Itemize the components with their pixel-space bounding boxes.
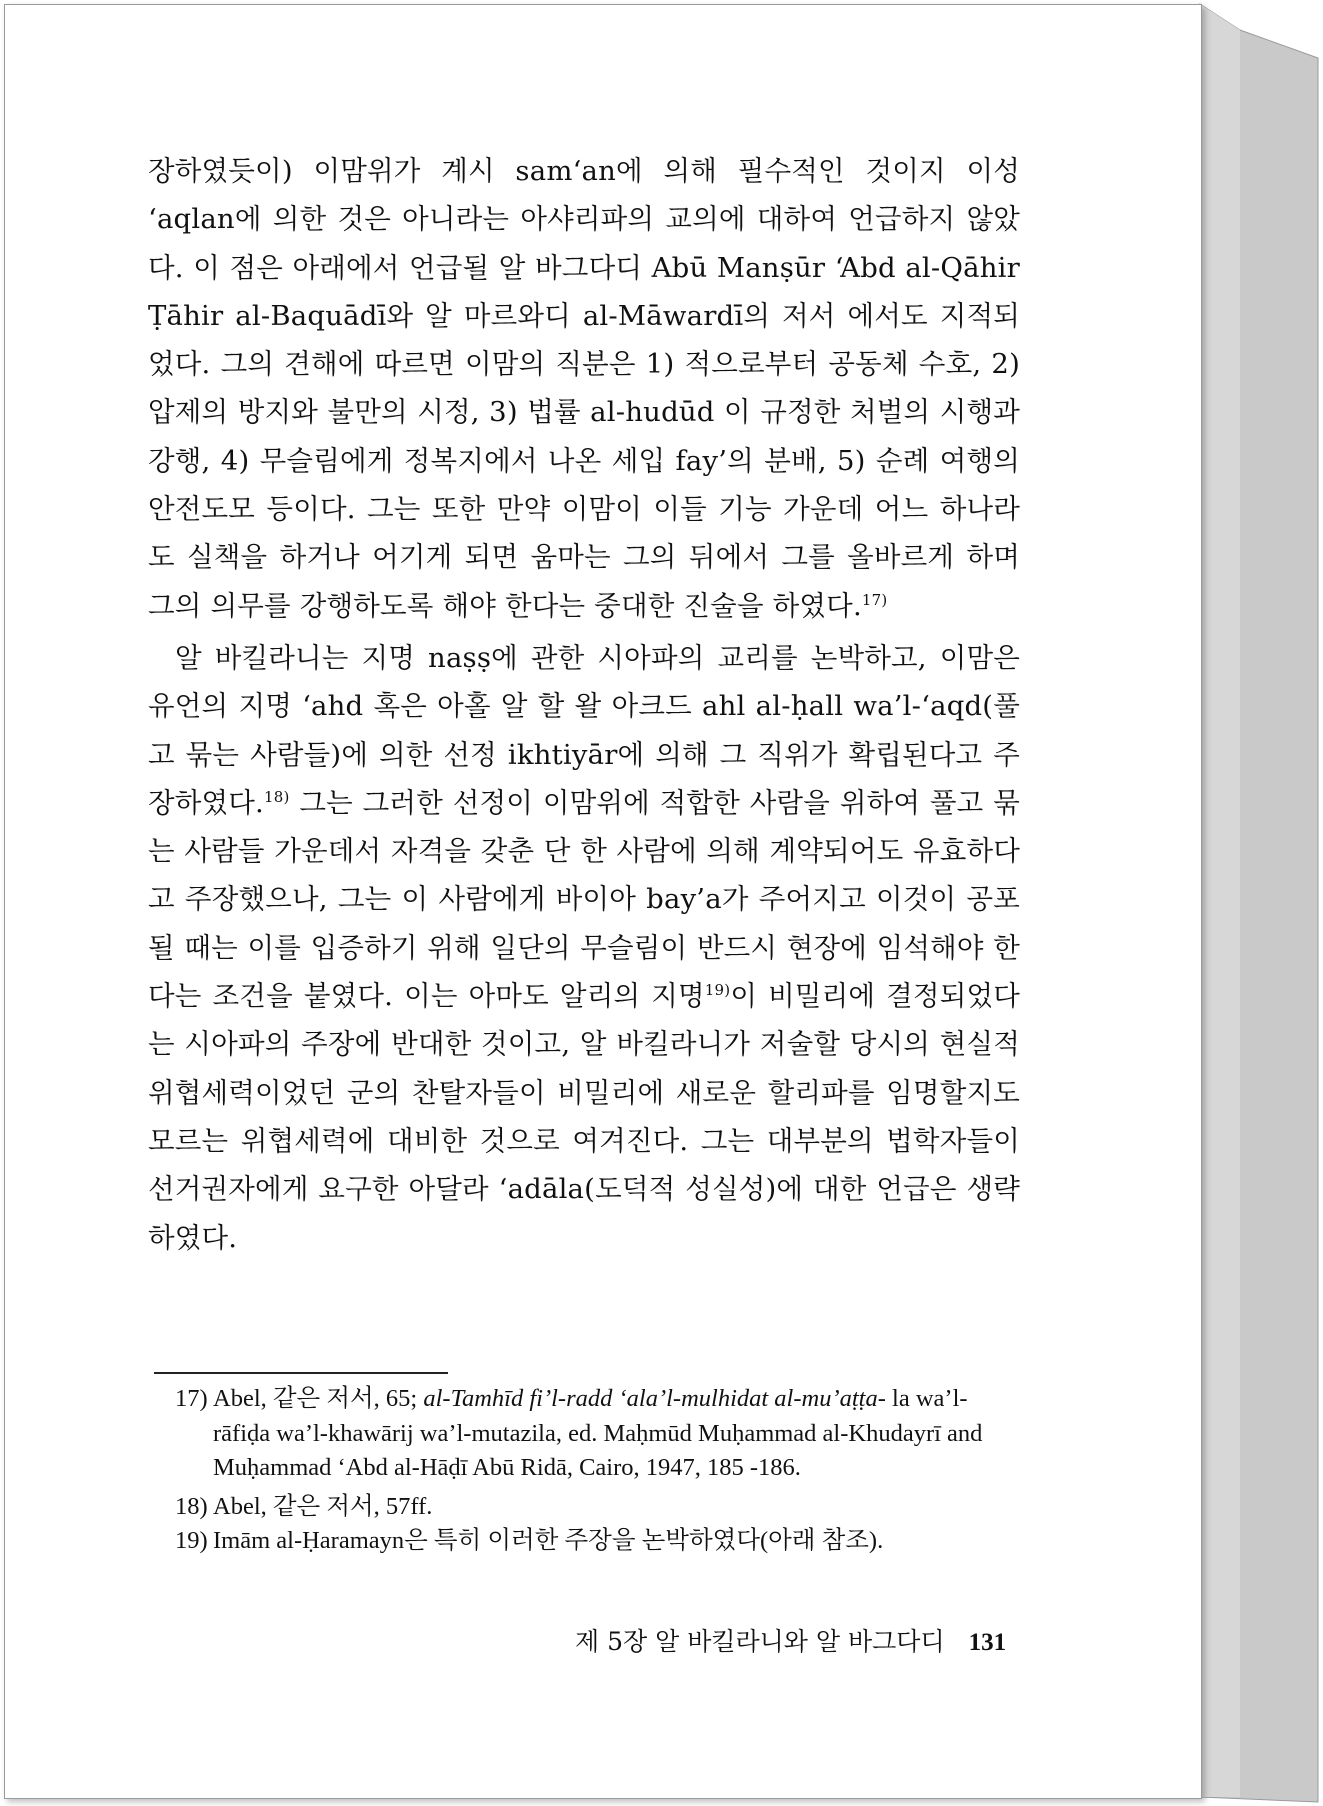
- page-body: [148, 147, 1020, 1262]
- note-ref-17[interactable]: 17): [861, 590, 888, 609]
- note-ref-19[interactable]: 19): [704, 980, 731, 999]
- footnote-18: [175, 1490, 1020, 1525]
- chapter-title: 제 5장 알 바킬라니와 알 바그다디: [575, 1627, 945, 1656]
- footnote-title: al-Tamhīd fi’l-radd ‘ala’l-mulhidat al-mu’aṭṭa-: [423, 1385, 886, 1412]
- footnote-divider: [154, 1372, 448, 1374]
- page-number: 131: [968, 1629, 1007, 1656]
- footnote-17: [175, 1382, 1020, 1486]
- footnote-19: [175, 1524, 1020, 1559]
- paragraph-2-text-c: 이 비밀리에 결정되었다는 시아파의 주장에 반대한 것이고, 알 바킬라니가 저술할 당시의 현실적 위협세력이었던 군의 찬탈자들이 비밀리에 새로운 할리파를 임명할지도 모르는 위협세력에 대비한 것으로 여겨진다. 그는 대부분의 법학자들이 선거권자에게 요구한 아달라 ‘adāla(도덕적 성실성)에 대한 언급은 생략하였다.: [148, 980, 1020, 1254]
- paragraph-2-text-b: 그는 그러한 선정이 이맘위에 적합한 사람을 위하여 풀고 묶는 사람들 가운데서 자격을 갖춘 단 한 사람에 의해 계약되어도 유효하다고 주장했으나, 그는 이 사람에게 바이아 bay’a가 주어지고 이것이 공포될 때는 이를 입증하기 위해 일단의 무슬림이 반드시 현장에 임석해야 한다는 조건을 붙였다. 이는 아마도 알리의 지명: [148, 786, 1020, 1013]
- footnote-text: Imām al-Ḥaramayn은 특히 이러한 주장을 논박하였다(아래 참조).: [213, 1527, 884, 1554]
- footnote-number: 17): [175, 1385, 208, 1412]
- footnote-number: 19): [175, 1527, 208, 1554]
- paragraph-2: [148, 634, 1020, 1262]
- paragraph-2-text-a: 알 바킬라니는 지명 naṣṣ에 관한 시아파의 교리를 논박하고, 이맘은 유언의 지명 ‘ahd 혹은 아홀 알 할 왈 아크드 ahl al-ḥall wa’l-‘aqd(풀고 묶는 사람들)에 의한 선정 ikhtiyār에 의해 그 직위가 확립된다고 주장하였다.: [148, 641, 1020, 819]
- footnote-number: 18): [175, 1492, 208, 1520]
- footnote-text: Abel, 같은 저서, 65;: [213, 1385, 424, 1412]
- footnotes: [175, 1382, 1020, 1559]
- note-ref-18[interactable]: 18): [264, 787, 290, 806]
- footnote-text-continued: la wa’l-rāfiḍa wa’l-khawārij wa’l-mutazila, ed. Maḥmūd Muḥammad al-Khudayrī and Muḥammad ‘Abd al-Hāḍī Abū Ridā, Cairo, 1947, 185 -186.: [213, 1385, 983, 1481]
- paragraph-1: [148, 147, 1020, 630]
- footnote-text: Abel, 같은 저서, 57ff.: [213, 1492, 433, 1520]
- paragraph-1-text: 장하였듯이) 이맘위가 계시 sam‘an에 의해 필수적인 것이지 이성 ‘aqlan에 의한 것은 아니라는 아샤리파의 교의에 대하여 언급하지 않았다. 이 점은 아래에서 언급될 알 바그다디 Abū Manṣūr ‘Abd al-Qāhir Ṭāhir al-Baquādī와 알 마르와디 al-Māwardī의 저서 에서도 지적되었다. 그의 견해에 따르면 이맘의 직분은 1) 적으로부터 공동체 수호, 2) 압제의 방지와 불만의 시정, 3) 법률 al-hudūd 이 규정한 처벌의 시행과 강행, 4) 무슬림에게 정복지에서 나온 세입 fay’의 분배, 5) 순례 여행의 안전도모 등이다. 그는 또한 만약 이맘이 이들 기능 가운데 어느 하나라도 실책을 하거나 어기게 되면 움마는 그의 뒤에서 그를 올바르게 하며 그의 의무를 강행하도록 해야 한다는 중대한 진술을 하였다.: [148, 155, 1020, 622]
- running-footer: [575, 1622, 1006, 1658]
